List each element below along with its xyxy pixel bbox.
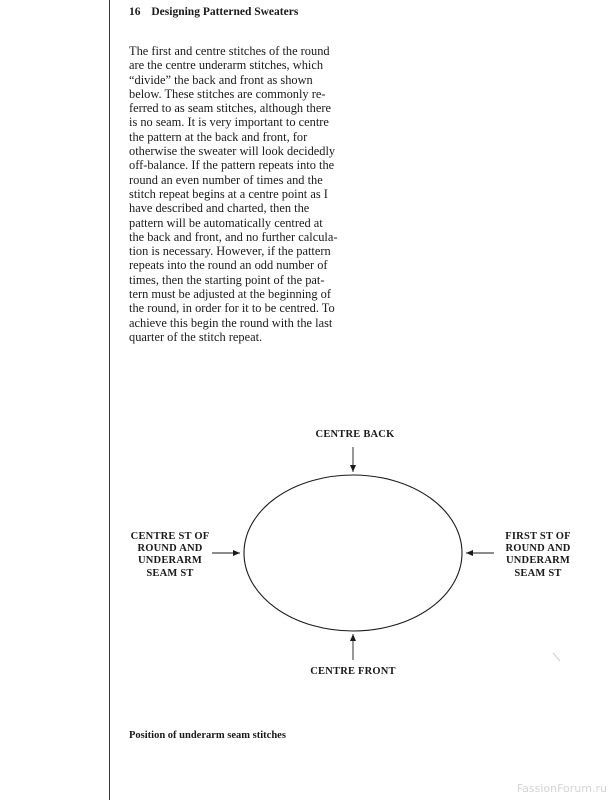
label-centre-back: CENTRE BACK [315,429,395,440]
figure-caption: Position of underarm seam stitches [129,730,286,741]
round-ellipse [244,475,462,631]
running-head-title: Designing Patterned Sweaters [151,6,299,18]
body-paragraph: The first and centre stitches of the round are the centre underarm stitches, which “divide” the back and front as shown below. These stitches are commonly re- ferred to as seam stitches, although there is no seam. It is very important to centre the pattern at the back and front, for otherwise the sweater will look decidedly off-balance. If the pattern repeats into the round an even number of times and the stitch repeat begins at a centre point as I have described and charted, then the pattern will be automatically centred at the back and front, and no further calcula- tion is necessary. However, if the pattern repeats into the round an odd number of times, then the starting point of the pat- tern must be adjusted at the beginning of the round, in order for it to be centred. To achieve this begin the round with the last quarter of the stitch repeat. [129,44,338,344]
label-first-st-of-round: FIRST ST OF ROUND AND UNDERARM SEAM ST [505,531,571,579]
watermark: FassionForum.ru [516,782,607,795]
stray-mark [553,653,560,661]
label-centre-st-of-round: CENTRE ST OF ROUND AND UNDERARM SEAM ST [130,531,210,579]
label-centre-front: CENTRE FRONT [310,666,396,677]
page-number: 16 [129,6,141,18]
